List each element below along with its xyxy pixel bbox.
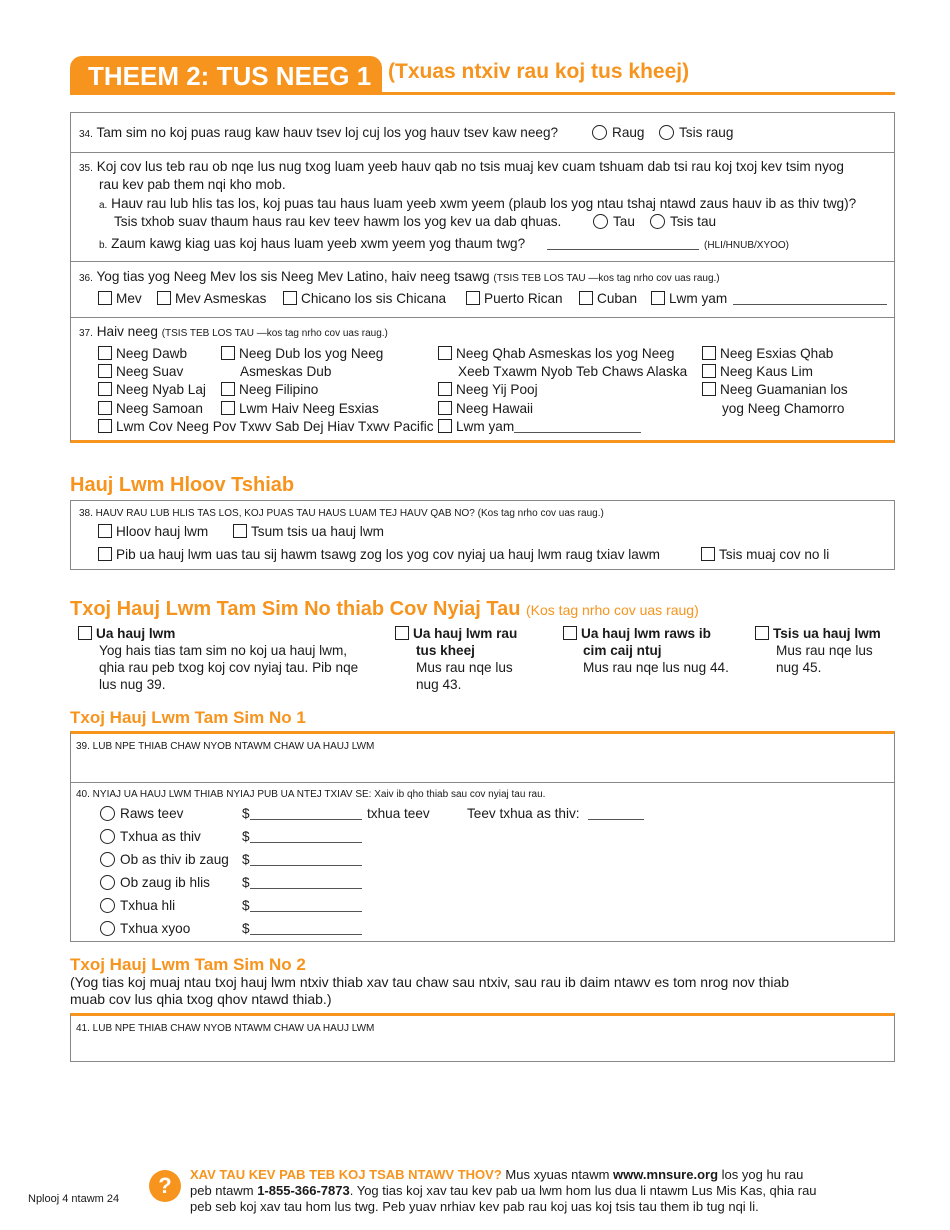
website-link[interactable]: www.mnsure.org	[613, 1167, 719, 1182]
radio[interactable]	[100, 898, 115, 913]
freq-option[interactable]	[100, 828, 201, 846]
q35a-no-option[interactable]	[650, 213, 716, 231]
q37-option-cont: yog Neeg Chamorro	[722, 401, 845, 416]
option-label: Ua hauj lwm raws ib	[581, 626, 711, 641]
self-employed-desc-1: Mus rau nqe lus	[416, 660, 513, 675]
option-label: Tsis muaj cov no li	[719, 547, 830, 562]
help-icon: ?	[149, 1170, 181, 1202]
q35-line2: rau kev pab them nqi kho mob.	[99, 177, 286, 192]
footer-line3: peb seb koj xav tau hom lus twg. Peb yuav nrhiav kev pab rau koj uas koj tsis tau them ib tug nqi li.	[190, 1199, 759, 1214]
phone-link[interactable]: 1-855-366-7873	[257, 1183, 350, 1198]
radio[interactable]	[100, 829, 115, 844]
q36-option-cuban[interactable]	[579, 290, 637, 308]
amount-input[interactable]	[242, 851, 362, 869]
checkbox[interactable]	[98, 524, 112, 538]
freq-option[interactable]	[100, 851, 229, 869]
job2-instructions-2: muab cov lus qhia txog qhov ntawd thiab.)	[70, 991, 332, 1007]
checkbox[interactable]	[157, 291, 171, 305]
q35a-no-label: Tsis tau	[670, 214, 717, 229]
dollar-sign: $	[242, 806, 250, 821]
q36-option-puerto-rican[interactable]	[466, 290, 563, 308]
q36-other-input[interactable]	[733, 290, 887, 308]
q37-option[interactable]	[98, 418, 434, 436]
q38-option[interactable]	[233, 523, 384, 541]
q37-note: (TSIS TEB LOS TAU —kos tag nrho cov uas raug.)	[161, 328, 388, 339]
radio[interactable]	[100, 806, 115, 821]
checkbox[interactable]	[98, 364, 112, 378]
option-label: Ua hauj lwm	[96, 626, 176, 641]
q37-row	[71, 318, 894, 442]
q38-option[interactable]	[98, 523, 208, 541]
current-job-hint: (Kos tag nrho cov uas raug)	[526, 602, 699, 618]
q34-yes-label: Raug	[612, 125, 645, 140]
option-label: Mev	[116, 291, 142, 306]
dollar-sign: $	[242, 921, 250, 936]
footer-line2	[190, 1183, 817, 1199]
option-label: Ob as thiv ib zaug	[120, 852, 229, 867]
dollar-sign: $	[242, 875, 250, 890]
q36-note: (TSIS TEB LOS TAU —kos tag nrho cov uas raug.)	[493, 273, 720, 284]
job2-heading: Txoj Hauj Lwm Tam Sim No 2	[70, 955, 306, 974]
checkbox[interactable]	[98, 291, 112, 305]
option-label: Lwm Haiv Neeg Esxias	[239, 401, 379, 416]
option-label: Mev Asmeskas	[175, 291, 267, 306]
employed-desc-2: qhia rau peb txog koj cov nyiaj tau. Pib nqe	[99, 660, 359, 675]
option-label: Lwm yam	[669, 291, 728, 306]
q35a-line2: Tsis txhob suav thaum haus rau kev teev hawm los yog kev ua dab qhuas.	[114, 214, 562, 229]
q35b-text: Zaum kawg kiag uas koj haus luam yeeb xwm yeem yog thaum twg?	[111, 236, 526, 251]
self-employed-title-2: tus kheej	[416, 643, 475, 658]
seasonal-option[interactable]	[563, 625, 711, 643]
checkbox[interactable]	[702, 382, 716, 396]
q37-option-cont: Xeeb Txawm Nyob Teb Chaws Alaska	[458, 364, 688, 379]
amount-input[interactable]	[242, 874, 362, 892]
q34-row	[71, 113, 894, 153]
q40-label: 40. NYIAJ UA HAUJ LWM THIAB NYIAJ PUB UA NTEJ TXIAV SE: Xaiv ib qho thiab sau cov nyiaj tau rau.	[76, 789, 546, 800]
q35a-line1: Hauv rau lub hlis tas los, koj puas tau haus luam yeeb xwm yeem (plaub los yog ntau tshaj ntawd zaus hauv ib as thiv twg)?	[111, 196, 857, 211]
hours-week-label: Teev txhua as thiv:	[467, 806, 580, 821]
q37-option[interactable]	[221, 381, 318, 399]
freq-option[interactable]	[100, 805, 183, 823]
option-label: Neeg Samoan	[116, 401, 203, 416]
seasonal-desc: Mus rau nqe lus nug 44.	[583, 660, 729, 675]
q34-no-label: Tsis raug	[679, 125, 734, 140]
dollar-sign: $	[242, 829, 250, 844]
footer-text: los yog hu rau	[718, 1167, 804, 1182]
footer-text: Mus xyuas ntawm	[501, 1167, 614, 1182]
checkbox[interactable]	[98, 382, 112, 396]
q35b-input[interactable]	[547, 235, 699, 253]
checkbox[interactable]	[98, 419, 112, 433]
q37-option[interactable]	[98, 381, 206, 399]
checkbox[interactable]	[438, 419, 452, 433]
q37-number: 37.	[79, 328, 93, 339]
employed-option[interactable]	[78, 625, 175, 643]
per-hour-label: txhua teev	[367, 806, 430, 821]
q37-option[interactable]	[221, 400, 379, 418]
q37-option-cont: Asmeskas Dub	[240, 364, 332, 379]
q34-yes-option[interactable]	[592, 124, 645, 142]
employed-desc-1: Yog hais tias tam sim no koj ua hauj lwm,	[99, 643, 348, 658]
option-label: Raws teev	[120, 806, 184, 821]
q41-label: 41. LUB NPE THIAB CHAW NYOB NTAWM CHAW UA HAUJ LWM	[76, 1023, 375, 1034]
checkbox[interactable]	[221, 382, 235, 396]
q37-option[interactable]	[98, 400, 203, 418]
option-label: Neeg Suav	[116, 364, 184, 379]
q37-option[interactable]	[702, 363, 813, 381]
q39-row[interactable]	[71, 734, 894, 783]
checkbox[interactable]	[438, 382, 452, 396]
checkbox[interactable]	[438, 401, 452, 415]
current-job-heading	[70, 598, 699, 621]
checkbox[interactable]	[438, 346, 452, 360]
option-label: Neeg Guamanian los	[720, 382, 848, 397]
option-label: Neeg Qhab Asmeskas los yog Neeg	[456, 346, 675, 361]
q36-option-chicano[interactable]	[283, 290, 446, 308]
questions-34-37-box	[70, 112, 895, 443]
job1-box	[70, 731, 895, 942]
option-label: Neeg Hawaii	[456, 401, 534, 416]
radio[interactable]	[100, 852, 115, 867]
q34-text: Tam sim no koj puas raug kaw hauv tsev loj cuj los yog hauv tsev kaw neeg?	[96, 125, 559, 140]
q37-text: Haiv neeg	[96, 324, 158, 339]
q38-text: 38. HAUV RAU LUB HLIS TAS LOS, KOJ PUAS TAU HAUS LUAM TEJ HAUV QAB NO? (Kos tag nrho cov uas raug.)	[79, 508, 604, 519]
footer-text: peb ntawm	[190, 1183, 258, 1198]
q35a-yes-radio[interactable]	[593, 214, 608, 229]
option-label: Ob zaug ib hlis	[120, 875, 210, 890]
footer-text: . Yog tias koj xav tau kev pab ua lwm hom lus dua li ntawm Lus Mis Kas, qhia rau	[349, 1183, 817, 1198]
q36-text: Yog tias yog Neeg Mev los sis Neeg Mev Latino, haiv neeg tsawg	[96, 269, 490, 284]
checkbox[interactable]	[98, 346, 112, 360]
option-label: Pib ua hauj lwm uas tau sij hawm tsawg zog los yog cov nyiaj ua hauj lwm raug txiav lawm	[116, 547, 660, 562]
freq-option[interactable]	[100, 874, 210, 892]
option-label: Chicano los sis Chicana	[301, 291, 447, 306]
q37-option[interactable]	[438, 381, 538, 399]
checkbox[interactable]	[651, 291, 665, 305]
q37-option[interactable]	[438, 400, 533, 418]
option-label: Neeg Nyab Laj	[116, 382, 206, 397]
not-employed-desc-2: nug 45.	[776, 660, 822, 675]
freq-option[interactable]	[100, 920, 190, 938]
q37-option[interactable]	[702, 381, 848, 399]
q35b-label: b.	[99, 240, 108, 251]
amount-input[interactable]	[242, 828, 362, 846]
option-label: Lwm Cov Neeg Pov Txwv Sab Dej Hiav Txwv Pacific	[116, 419, 434, 434]
job1-heading: Txoj Hauj Lwm Tam Sim No 1	[70, 708, 306, 727]
option-label: Neeg Filipino	[239, 382, 319, 397]
q38-option[interactable]	[701, 546, 829, 564]
q34-no-option[interactable]	[659, 124, 733, 142]
option-label: Puerto Rican	[484, 291, 563, 306]
not-employed-desc-1: Mus rau nqe lus	[776, 643, 873, 658]
option-label: Tsum tsis ua hauj lwm	[251, 524, 384, 539]
option-label: Neeg Yij Pooj	[456, 382, 538, 397]
q36-option-mev[interactable]	[98, 290, 142, 308]
dollar-sign: $	[242, 898, 250, 913]
checkbox[interactable]	[563, 626, 577, 640]
q35a-no-radio[interactable]	[650, 214, 665, 229]
q38-option[interactable]	[98, 546, 660, 564]
option-label: Tsis ua hauj lwm	[773, 626, 881, 641]
section-title: THEEM 2: TUS NEEG 1	[70, 56, 382, 94]
checkbox[interactable]	[221, 401, 235, 415]
q37-option[interactable]	[98, 363, 183, 381]
section-subtitle: (Txuas ntxiv rau koj tus kheej)	[388, 60, 690, 83]
section-header	[70, 56, 895, 96]
option-label: Neeg Esxias Qhab	[720, 346, 834, 361]
q41-box[interactable]	[70, 1013, 895, 1062]
q35-row	[71, 153, 894, 262]
checkbox[interactable]	[78, 626, 92, 640]
footer-line1	[190, 1167, 803, 1183]
checkbox[interactable]	[755, 626, 769, 640]
q37-option[interactable]	[438, 345, 674, 363]
checkbox[interactable]	[579, 291, 593, 305]
q34-number: 34.	[79, 129, 93, 140]
checkbox[interactable]	[702, 364, 716, 378]
q34-no-radio[interactable]	[659, 125, 674, 140]
option-label: Txhua xyoo	[120, 921, 191, 936]
q37-option[interactable]	[98, 345, 187, 363]
option-label: Lwm yam	[456, 419, 515, 434]
q35b-hint: (HLI/HNUB/XYOO)	[704, 240, 790, 251]
checkbox[interactable]	[466, 291, 480, 305]
q34-yes-radio[interactable]	[592, 125, 607, 140]
header-rule	[70, 92, 895, 95]
q37-option[interactable]	[702, 345, 833, 363]
option-label: Ua hauj lwm rau	[413, 626, 518, 641]
checkbox[interactable]	[702, 346, 716, 360]
q36-row	[71, 262, 894, 318]
employed-desc-3: lus nug 39.	[99, 677, 166, 692]
seasonal-title-2: cim caij ntuj	[583, 643, 662, 658]
q35-line1: Koj cov lus teb rau ob nqe lus nug txog luam yeeb hauv qab no tsis muaj kev cuam tshuam dab tsi rau koj txoj kev tsim nyog	[96, 159, 844, 174]
option-label: Neeg Dawb	[116, 346, 188, 361]
checkbox[interactable]	[221, 346, 235, 360]
job-change-heading: Hauj Lwm Hloov Tshiab	[70, 474, 295, 496]
amount-input[interactable]	[242, 897, 362, 915]
q38-box	[70, 500, 895, 570]
freq-option[interactable]	[100, 897, 175, 915]
checkbox[interactable]	[283, 291, 297, 305]
q37-other-input[interactable]	[514, 420, 641, 433]
option-label: Neeg Kaus Lim	[720, 364, 813, 379]
checkbox[interactable]	[98, 401, 112, 415]
self-employed-desc-2: nug 43.	[416, 677, 462, 692]
checkbox[interactable]	[233, 524, 247, 538]
radio[interactable]	[100, 875, 115, 890]
checkbox[interactable]	[98, 547, 112, 561]
job2-instructions-1: (Yog tias koj muaj ntau txoj hauj lwm ntxiv thiab xav tau chaw sau ntxiv, sau rau ib daim ntawv es tom nrog nov thiab	[70, 974, 790, 990]
page-number: Nplooj 4 ntawm 24	[28, 1193, 120, 1205]
radio[interactable]	[100, 921, 115, 936]
q35a-label: a.	[99, 200, 108, 211]
dollar-sign: $	[242, 852, 250, 867]
amount-input[interactable]	[242, 920, 362, 938]
checkbox[interactable]	[395, 626, 409, 640]
current-job-title: Txoj Hauj Lwm Tam Sim No thiab Cov Nyiaj Tau	[70, 598, 521, 620]
q35a-yes-label: Tau	[613, 214, 635, 229]
q37-option[interactable]	[438, 418, 641, 436]
q36-number: 36.	[79, 273, 93, 284]
self-employed-option[interactable]	[395, 625, 517, 643]
q35-number: 35.	[79, 163, 93, 174]
wage-input[interactable]	[242, 805, 362, 823]
q39-label: 39. LUB NPE THIAB CHAW NYOB NTAWM CHAW UA HAUJ LWM	[76, 741, 375, 752]
q37-option[interactable]	[221, 345, 383, 363]
q35a-yes-option[interactable]	[593, 213, 635, 231]
option-label: Txhua as thiv	[120, 829, 201, 844]
checkbox[interactable]	[701, 547, 715, 561]
q36-option-lwm-yam[interactable]	[651, 290, 727, 308]
option-label: Txhua hli	[120, 898, 176, 913]
option-label: Cuban	[597, 291, 638, 306]
help-question: XAV TAU KEV PAB TEB KOJ TSAB NTAWV THOV?	[190, 1167, 502, 1182]
q36-option-mev-asmeskas[interactable]	[157, 290, 266, 308]
q40-row	[71, 783, 894, 942]
hours-week-input[interactable]	[588, 805, 644, 823]
not-employed-option[interactable]	[755, 625, 881, 643]
option-label: Neeg Dub los yog Neeg	[239, 346, 384, 361]
option-label: Hloov hauj lwm	[116, 524, 209, 539]
